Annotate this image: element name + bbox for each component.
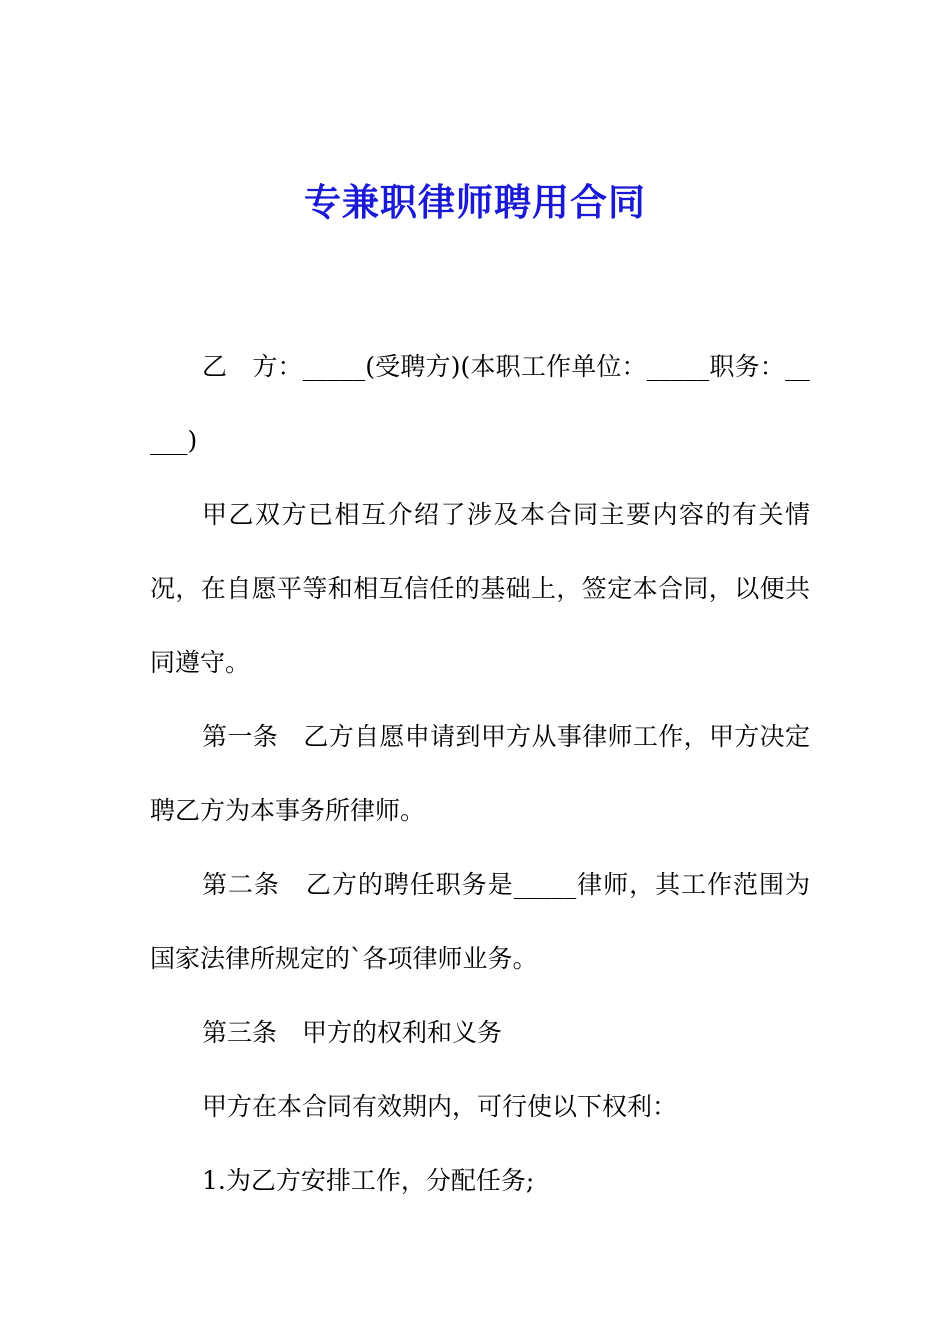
document-title: 专兼职律师聘用合同 [304,180,646,224]
document-body [150,330,810,1218]
article-2: 第二条 乙方的聘任职务是_____律师，其工作范围为国家法律所规定的`各项律师业务。 [150,870,810,973]
article-3-heading: 第三条 甲方的权利和义务 [202,1018,503,1047]
right-item-1: 1.为乙方安排工作，分配任务; [202,1166,535,1195]
party-b-line: 乙 方：_____(受聘方)(本职工作单位：_____职务：_____) [150,352,810,455]
intro-paragraph: 甲乙双方已相互介绍了涉及本合同主要内容的有关情况，在自愿平等和相互信任的基础上，签定本合同，以便共同遵守。 [150,500,810,677]
article-1: 第一条 乙方自愿申请到甲方从事律师工作，甲方决定聘乙方为本事务所律师。 [150,722,810,825]
party-a-rights-intro: 甲方在本合同有效期内，可行使以下权利： [202,1092,678,1121]
